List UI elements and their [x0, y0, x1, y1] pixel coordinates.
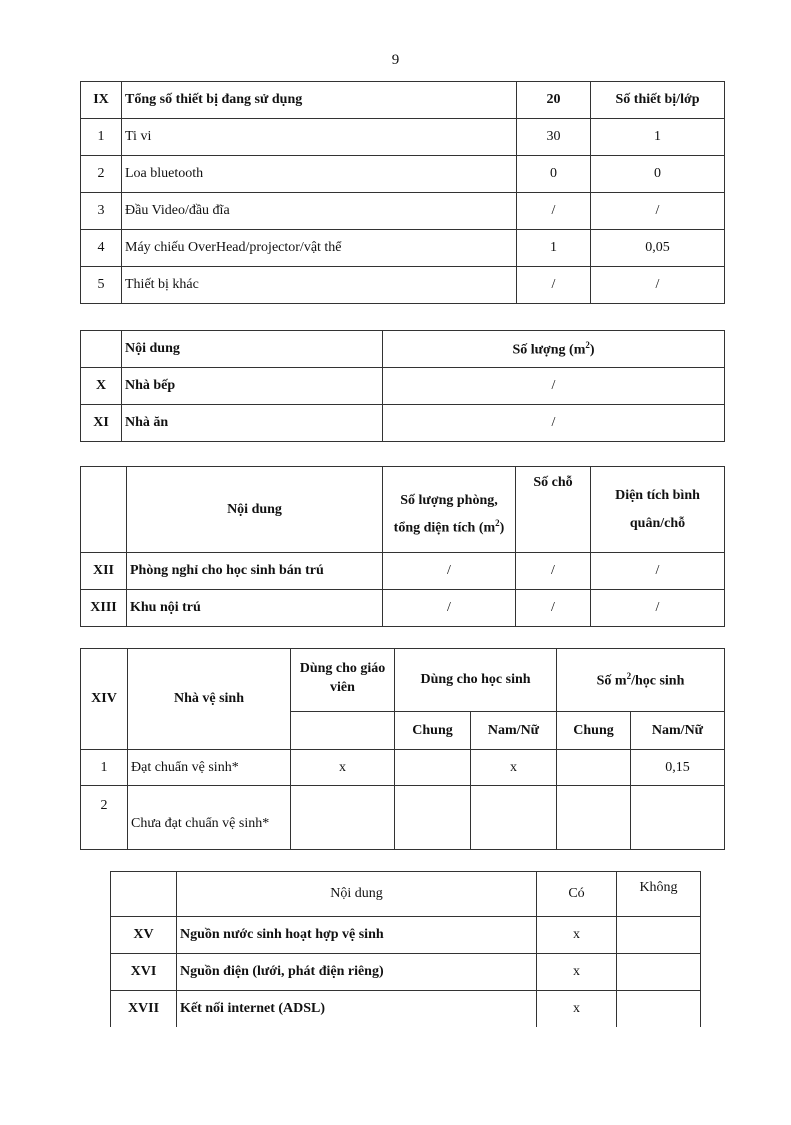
total-count: 20	[517, 82, 591, 119]
table-row	[81, 267, 725, 304]
item-name: Ti vi	[122, 119, 517, 156]
toilets-table	[80, 648, 725, 850]
yes-header: Có	[537, 872, 617, 917]
item-name: Kết nối internet (ADSL)	[177, 991, 537, 1028]
item-area-common	[557, 786, 631, 850]
item-value: /	[383, 368, 725, 405]
section-code: XV	[111, 917, 177, 954]
item-per-class: /	[591, 267, 725, 304]
table-header-row	[81, 649, 725, 712]
item-name: Phòng nghỉ cho học sinh bán trú	[127, 553, 383, 590]
table-header-row	[81, 467, 725, 553]
empty-cell	[81, 331, 122, 368]
utilities-table	[110, 871, 701, 1027]
row-number: 1	[81, 750, 128, 786]
item-name: Đạt chuẩn vệ sinh*	[128, 750, 291, 786]
section-code: XIV	[81, 649, 128, 750]
item-yes: x	[537, 954, 617, 991]
item-name: Nhà ăn	[122, 405, 383, 442]
section-code: X	[81, 368, 122, 405]
table-row	[111, 917, 701, 954]
equipment-table	[80, 81, 725, 304]
quantity-header: Số lượng $(m^2)$	[383, 331, 725, 368]
section-title: Tổng số thiết bị đang sử dụng	[122, 82, 517, 119]
item-area-gender	[631, 786, 725, 850]
gender-header: Nam/Nữ	[471, 712, 557, 750]
item-name: Đầu Video/đầu đĩa	[122, 193, 517, 230]
content-header: Nội dung	[177, 872, 537, 917]
teachers-header: Dùng cho giáo viên	[291, 649, 395, 712]
kitchen-table	[80, 330, 725, 442]
section-code: XVII	[111, 991, 177, 1028]
content-header: Nội dung	[127, 467, 383, 553]
item-avg: /	[591, 553, 725, 590]
item-name: Máy chiếu OverHead/projector/vật thể	[122, 230, 517, 267]
table-row	[81, 156, 725, 193]
item-per-class: /	[591, 193, 725, 230]
content-header: Nội dung	[122, 331, 383, 368]
item-area-gender: 0,15	[631, 750, 725, 786]
rooms-header: Số lượng phòng, tổng diện tích $(m^2)$	[383, 467, 516, 553]
item-seats: /	[516, 590, 591, 627]
item-rooms: /	[383, 553, 516, 590]
toilets-title: Nhà vệ sinh	[128, 649, 291, 750]
empty-cell	[111, 872, 177, 917]
table-row	[111, 954, 701, 991]
item-per-class: 0,05	[591, 230, 725, 267]
row-number: 2	[81, 786, 128, 850]
item-teachers: x	[291, 750, 395, 786]
seats-header: Số chỗ	[516, 467, 591, 553]
item-qty: 0	[517, 156, 591, 193]
gender-area-header: Nam/Nữ	[631, 712, 725, 750]
item-name: Khu nội trú	[127, 590, 383, 627]
item-area-common	[557, 750, 631, 786]
item-qty: 1	[517, 230, 591, 267]
empty-cell	[291, 712, 395, 750]
row-number: 1	[81, 119, 122, 156]
row-number: 4	[81, 230, 122, 267]
item-seats: /	[516, 553, 591, 590]
item-gender	[471, 786, 557, 850]
row-number: 3	[81, 193, 122, 230]
item-common	[395, 786, 471, 850]
item-no	[617, 954, 701, 991]
section-code: IX	[81, 82, 122, 119]
table-row	[81, 750, 725, 786]
item-per-class: 0	[591, 156, 725, 193]
common-header: Chung	[395, 712, 471, 750]
item-qty: 30	[517, 119, 591, 156]
row-number: 2	[81, 156, 122, 193]
avg-area-header: Diện tích bình quân/chỗ	[591, 467, 725, 553]
table-row	[81, 405, 725, 442]
table-row	[81, 786, 725, 850]
table-row	[81, 193, 725, 230]
table-header-row	[81, 82, 725, 119]
item-no	[617, 917, 701, 954]
item-name: Nguồn nước sinh hoạt hợp vệ sinh	[177, 917, 537, 954]
item-name: Nhà bếp	[122, 368, 383, 405]
boarding-table	[80, 466, 725, 627]
table-row	[81, 590, 725, 627]
item-name: Chưa đạt chuẩn vệ sinh*	[128, 786, 291, 850]
table-row	[81, 230, 725, 267]
page-number: 9	[391, 52, 400, 68]
item-name: Loa bluetooth	[122, 156, 517, 193]
item-common	[395, 750, 471, 786]
item-name: Thiết bị khác	[122, 267, 517, 304]
empty-cell	[81, 467, 127, 553]
section-code: XI	[81, 405, 122, 442]
item-name: Nguồn điện (lưới, phát điện riêng)	[177, 954, 537, 991]
item-avg: /	[591, 590, 725, 627]
item-qty: /	[517, 267, 591, 304]
item-yes: x	[537, 991, 617, 1028]
item-qty: /	[517, 193, 591, 230]
row-number: 5	[81, 267, 122, 304]
no-header: Không	[617, 872, 701, 917]
area-per-student-header: Số $m^2$/học sinh	[557, 649, 725, 712]
item-gender: x	[471, 750, 557, 786]
table-row	[81, 553, 725, 590]
table-row	[81, 119, 725, 156]
item-yes: x	[537, 917, 617, 954]
table-header-row	[111, 872, 701, 917]
item-value: /	[383, 405, 725, 442]
per-class-header: Số thiết bị/lớp	[591, 82, 725, 119]
section-code: XVI	[111, 954, 177, 991]
item-no	[617, 991, 701, 1028]
table-row	[81, 368, 725, 405]
table-row	[111, 991, 701, 1028]
section-code: XII	[81, 553, 127, 590]
item-teachers	[291, 786, 395, 850]
item-rooms: /	[383, 590, 516, 627]
common-area-header: Chung	[557, 712, 631, 750]
table-header-row	[81, 331, 725, 368]
item-per-class: 1	[591, 119, 725, 156]
students-header: Dùng cho học sinh	[395, 649, 557, 712]
section-code: XIII	[81, 590, 127, 627]
